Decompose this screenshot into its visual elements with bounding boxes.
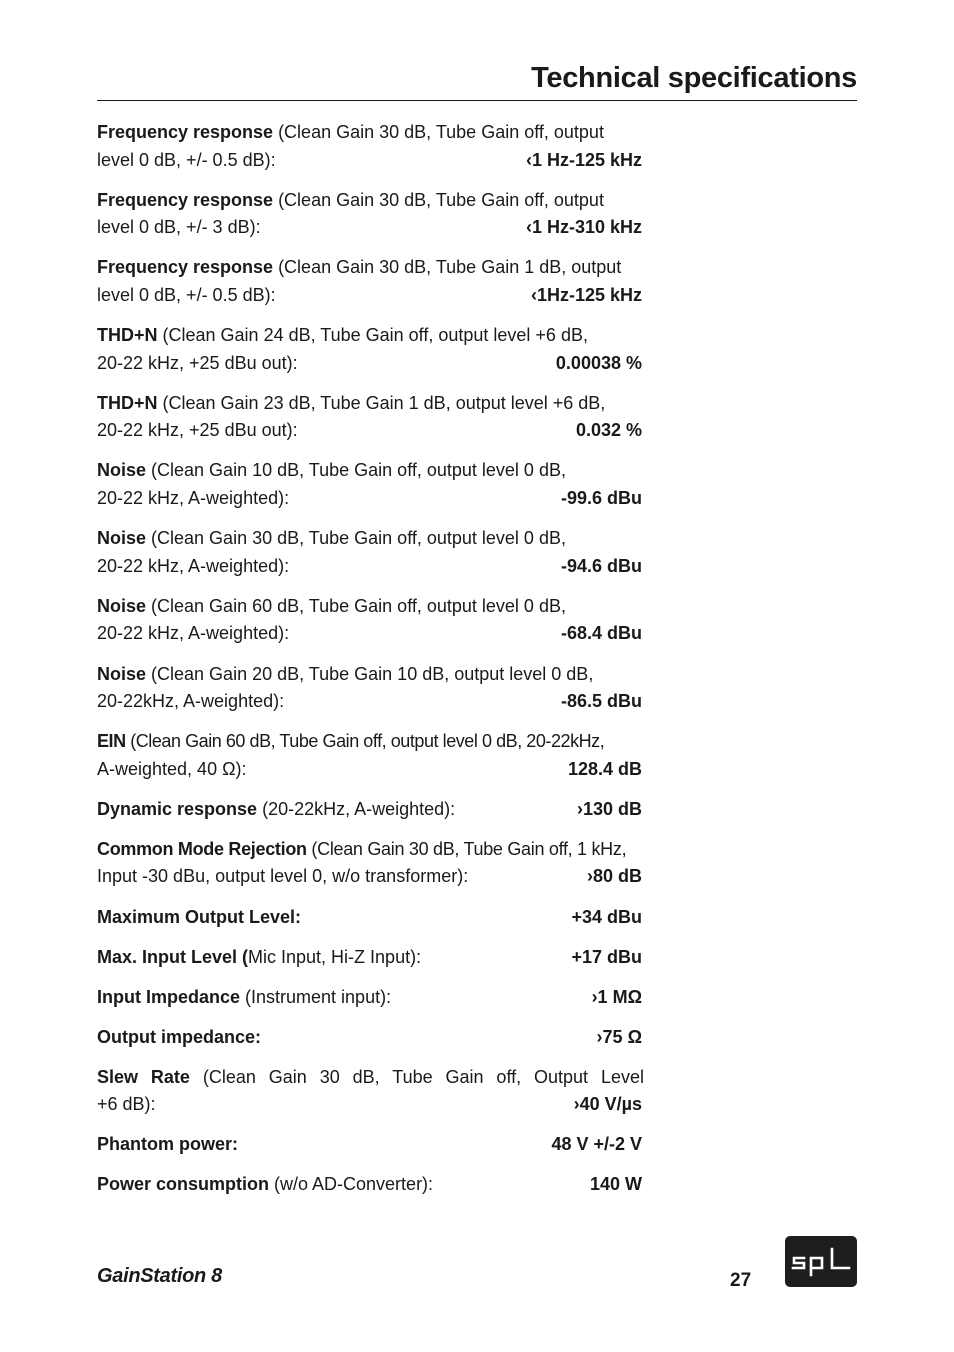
spec-value: -94.6 dBu [560,555,642,576]
spec-value: 140 W [589,1174,642,1195]
spec-condition: (Clean Gain 30 dB, Tube Gain 1 dB, output [273,257,622,278]
spec-condition: (Clean Gain 60 dB, Tube Gain off, output level 0 dB, [146,595,566,616]
spec-item [97,904,644,932]
spec-label: Phantom power: [97,1134,239,1155]
spec-value: -86.5 dBu [560,691,642,711]
spec-item [97,1024,644,1052]
spec-condition-cont: 20-22 kHz, +25 dBu out): [97,420,298,441]
spec-condition-cont: 20-22 kHz, A-weighted): [97,555,290,576]
spec-label: Noise [97,663,147,684]
spec-condition: (Clean Gain 30 dB, Tube Gain off, output level 0 dB, [146,528,566,549]
spl-logo-mark [785,1236,857,1287]
spec-value: +34 dBu [571,906,642,927]
spec-item [97,984,644,1012]
spec-condition-cont: level 0 dB, +/- 3 dB): [97,217,261,238]
spec-value: ›40 V/µs [573,1094,642,1115]
spec-condition: Mic Input, Hi-Z Input): [248,946,422,967]
spec-condition: (Clean Gain 30 dB, Tube Gain off, Output Level [189,1066,644,1087]
page-number: 27 [730,1270,752,1291]
spec-condition: (Clean Gain 10 dB, Tube Gain off, output level 0 dB, [146,460,566,481]
spec-label: Frequency response [97,257,274,278]
spec-list [97,119,644,1211]
spec-item [97,1064,644,1119]
spec-label: Slew Rate [97,1066,190,1087]
spec-value: ›75 Ω [596,1026,642,1047]
spec-condition: (Clean Gain 30 dB, Tube Gain off, output [273,189,604,210]
spec-condition: (Clean Gain 20 dB, Tube Gain 10 dB, output level 0 dB, [146,663,594,684]
spec-label: Frequency response [97,189,274,210]
spec-label: Common Mode Rejection [97,838,307,859]
spec-item [97,1131,644,1159]
spec-value: ›80 dB [586,866,642,887]
page-title: Technical specifications [531,62,857,94]
title-divider [97,100,857,101]
spec-value: ‹1 Hz-310 kHz [525,217,642,238]
spec-item [97,944,644,972]
spec-condition: (Clean Gain 24 dB, Tube Gain off, output level +6 dB, [157,325,588,346]
spec-condition: (Clean Gain 60 dB, Tube Gain off, output level 0 dB, 20-22kHz, [125,731,605,752]
spec-condition: (Clean Gain 23 dB, Tube Gain 1 dB, output level +6 dB, [157,392,606,413]
spec-value: +17 dBu [571,946,642,967]
spec-label: Dynamic response [97,798,258,819]
spec-condition: (Clean Gain 30 dB, Tube Gain off, output [273,122,604,142]
spec-label: Input Impedance [97,986,241,1007]
spec-label: Noise [97,460,147,481]
spec-label: Max. Input Level ( [97,946,249,967]
spec-value: 48 V +/-2 V [551,1134,642,1155]
spec-item [97,593,644,648]
spec-condition-cont: 20-22 kHz, A-weighted): [97,623,290,644]
spec-value: 0.00038 % [555,352,642,373]
spec-item [97,119,644,174]
spec-condition-cont: level 0 dB, +/- 0.5 dB): [97,149,276,170]
spec-condition: (Clean Gain 30 dB, Tube Gain off, 1 kHz, [306,838,627,859]
spec-label: Noise [97,528,147,549]
footer-product-name: GainStation 8 [97,1265,223,1287]
spec-condition: (w/o AD-Converter): [269,1174,434,1195]
spec-label: THD+N [97,392,158,413]
spec-label: EIN [97,731,126,752]
spec-item [97,322,644,377]
spec-item [97,728,644,783]
spec-condition: (Instrument input): [240,986,392,1007]
spec-condition-cont: +6 dB): [97,1094,156,1115]
spl-logo [785,1236,857,1287]
spec-value: ›1 MΩ [591,986,642,1007]
spec-item [97,187,644,242]
spec-value: 0.032 % [575,420,642,441]
spec-condition-cont: 20-22kHz, A-weighted): [97,691,285,711]
spec-item [97,836,644,891]
spec-item [97,390,644,445]
spec-condition-cont: level 0 dB, +/- 0.5 dB): [97,284,276,305]
spec-value: ›130 dB [576,798,642,819]
spec-item [97,661,644,716]
spec-value: ‹1Hz-125 kHz [530,284,642,305]
spec-item [97,1171,644,1199]
spec-value: 128.4 dB [567,758,642,779]
spec-condition-cont: A-weighted, 40 Ω): [97,758,247,779]
spec-item [97,254,644,309]
spec-item [97,525,644,580]
spec-condition-cont: Input -30 dBu, output level 0, w/o transformer): [97,866,469,887]
spec-label: Noise [97,595,147,616]
spec-item [97,457,644,512]
spec-label: Frequency response [97,122,274,142]
spec-condition-cont: 20-22 kHz, A-weighted): [97,487,290,508]
spec-label: Power consumption [97,1174,270,1195]
spec-value: -99.6 dBu [560,487,642,508]
spec-condition: (20-22kHz, A-weighted): [257,798,456,819]
spec-label: THD+N [97,325,158,346]
spec-item [97,796,644,824]
spec-condition-cont: 20-22 kHz, +25 dBu out): [97,352,298,373]
spec-value: ‹1 Hz-125 kHz [525,149,642,170]
spec-value: -68.4 dBu [560,623,642,644]
spec-label: Maximum Output Level: [97,906,302,927]
spec-label: Output impedance: [97,1026,262,1047]
